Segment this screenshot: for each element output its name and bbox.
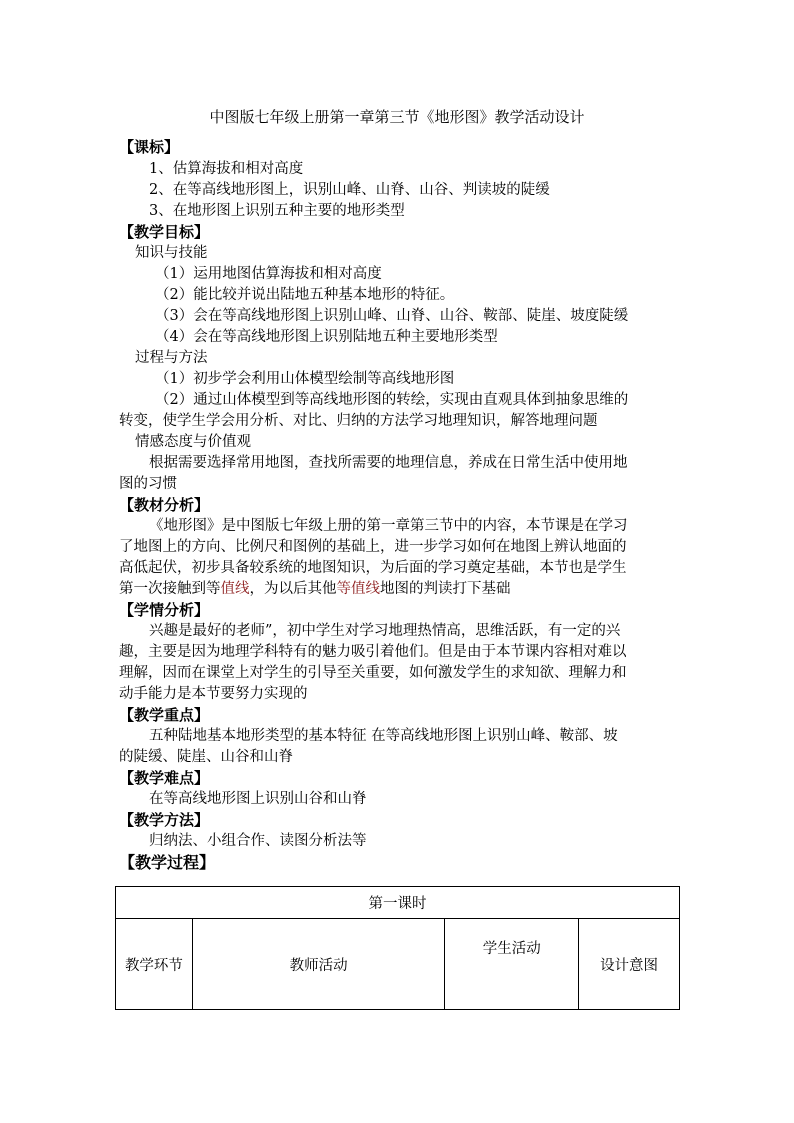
goal-item: （4）会在等高线地形图上识别陆地五种主要地形类型	[155, 329, 498, 345]
goal-item: （1）初步学会利用山体模型绘制等高线地形图	[155, 371, 455, 387]
goal-item-continued: 转变，使学生学会用分析、对比、归纳的方法学习地理知识，解答地理问题	[119, 413, 598, 429]
goal-item: （1）运用地图估算海拔和相对高度	[155, 266, 382, 282]
zhongdian-text: 五种陆地基本地形类型的基本特征 在等高线地形图上识别山峰、鞍部、坡	[149, 728, 618, 744]
lesson-table	[115, 886, 680, 1010]
jiaocai-text-part: 地图的判读打下基础	[380, 581, 511, 597]
xueqing-text: 趣，主要是因为地理学科特有的魅力吸引着他们。但是由于本节课内容相对难以	[119, 644, 627, 660]
subheading-attitude: 情感态度与价值观	[135, 434, 251, 450]
subheading-knowledge: 知识与技能	[135, 245, 208, 261]
table-header-student: 学生活动	[445, 919, 579, 1010]
section-heading-nandian: 【教学难点】	[119, 769, 210, 787]
attitude-text: 图的习惯	[119, 476, 177, 492]
section-heading-jiaocai: 【教材分析】	[119, 496, 210, 514]
table-row	[116, 887, 680, 919]
nandian-text: 在等高线地形图上识别山谷和山脊	[149, 791, 367, 807]
kebiao-item: 1、估算海拔和相对高度	[149, 161, 304, 177]
section-heading-mubiao: 【教学目标】	[119, 223, 210, 241]
jiaocai-text: 《地形图》是中图版七年级上册的第一章第三节中的内容，本节课是在学习	[149, 518, 628, 534]
zhongdian-text: 的陡缓、陡崖、山谷和山脊	[119, 749, 293, 765]
section-heading-kebiao: 【课标】	[119, 138, 180, 156]
attitude-text: 根据需要选择常用地图，查找所需要的地理信息，养成在日常生活中使用地	[149, 455, 628, 471]
fangfa-text: 归纳法、小组合作、读图分析法等	[149, 833, 367, 849]
jiaocai-text: 高低起伏，初步具备较系统的地图知识，为后面的学习奠定基础，本节也是学生	[119, 560, 627, 576]
jiaocai-text	[119, 579, 511, 600]
goal-item: （3）会在等高线地形图上识别山峰、山脊、山谷、鞍部、陡崖、坡度陡缓	[155, 308, 629, 324]
xueqing-text: 理解，因而在课堂上对学生的引导至关重要，如何激发学生的求知欲、理解力和	[119, 665, 627, 681]
table-header-teacher: 教师活动	[192, 919, 445, 1010]
highlight-term: 等值线	[336, 581, 380, 597]
goal-item: （2）能比较并说出陆地五种基本地形的特征。	[155, 287, 455, 303]
table-row	[116, 919, 680, 1010]
section-heading-zhongdian: 【教学重点】	[119, 706, 210, 724]
highlight-term: 值线	[220, 581, 250, 597]
xueqing-text: 兴趣是最好的老师”，初中学生对学习地理热情高，思维活跃，有一定的兴	[149, 623, 621, 639]
subheading-process: 过程与方法	[135, 350, 208, 366]
jiaocai-text-part: 第一次接触到等	[119, 581, 221, 597]
table-title-cell: 第一课时	[116, 887, 680, 919]
jiaocai-text: 了地图上的方向、比例尺和图例的基础上，进一步学习如何在地图上辨认地面的	[119, 539, 627, 555]
table-header-stage: 教学环节	[116, 919, 193, 1010]
section-heading-fangfa: 【教学方法】	[119, 811, 210, 829]
section-heading-xueqing: 【学情分析】	[119, 601, 210, 619]
xueqing-text: 动手能力是本节要努力实现的	[119, 686, 308, 702]
kebiao-item: 2、在等高线地形图上，识别山峰、山脊、山谷、判读坡的陡缓	[149, 182, 550, 198]
goal-item: （2）通过山体模型到等高线地形图的转绘，实现由直观具体到抽象思维的	[155, 392, 629, 408]
jiaocai-text-part: ，为以后其他	[249, 581, 337, 597]
document-title: 中图版七年级上册第一章第三节《地形图》教学活动设计	[209, 108, 585, 126]
table-header-intent: 设计意图	[579, 919, 680, 1010]
kebiao-item: 3、在地形图上识别五种主要的地形类型	[149, 203, 405, 219]
section-heading-guocheng: 【教学过程】	[119, 853, 216, 872]
